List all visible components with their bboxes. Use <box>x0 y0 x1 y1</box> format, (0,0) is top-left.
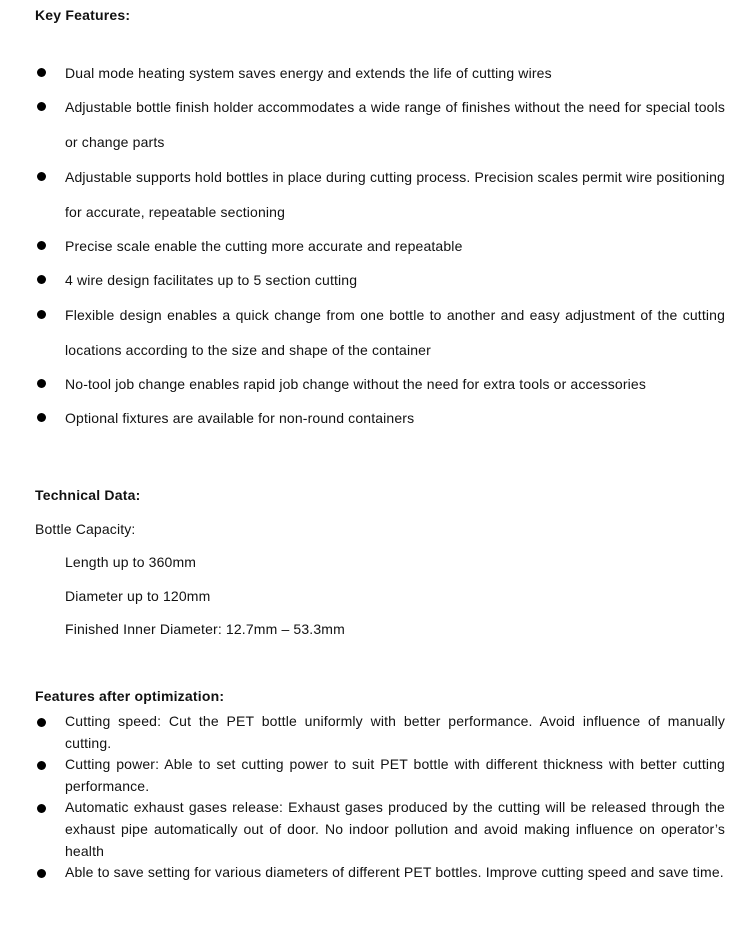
list-item-text: Able to save setting for various diameters of different PET bottles. Improve cutting speed and save time. <box>65 864 724 880</box>
list-item-text: Adjustable supports hold bottles in place during cutting process. Precision scales permit wire positioning for accurate, repeatable sectioning <box>65 169 725 220</box>
bullet-icon <box>37 761 46 770</box>
features-after-heading: Features after optimization: <box>35 688 225 704</box>
bullet-icon <box>37 102 46 111</box>
technical-data-heading: Technical Data: <box>35 487 141 503</box>
spec-inner-diameter: Finished Inner Diameter: 12.7mm – 53.3mm <box>65 621 345 637</box>
bottle-capacity-label: Bottle Capacity: <box>35 521 136 537</box>
bullet-icon <box>37 804 46 813</box>
list-item-text: No-tool job change enables rapid job change without the need for extra tools or accessories <box>65 376 646 392</box>
bullet-icon <box>37 241 46 250</box>
list-item-text: Automatic exhaust gases release: Exhaust gases produced by the cutting will be released through the exhaust pipe automatically out of door. No indoor pollution and avoid making influence on operator’s health <box>65 799 725 859</box>
bullet-icon <box>37 413 46 422</box>
list-item-text: Cutting power: Able to set cutting power to suit PET bottle with different thickness with better cutting performance. <box>65 756 725 794</box>
bullet-icon <box>37 310 46 319</box>
list-item-text: Flexible design enables a quick change from one bottle to another and easy adjustment of the cutting locations according to the size and shape of the container <box>65 307 725 358</box>
list-item-text: 4 wire design facilitates up to 5 section cutting <box>65 272 358 288</box>
bullet-icon <box>37 275 46 284</box>
list-item-text: Dual mode heating system saves energy and extends the life of cutting wires <box>65 65 552 81</box>
key-features-heading: Key Features: <box>35 7 131 23</box>
spec-diameter: Diameter up to 120mm <box>65 588 211 604</box>
bullet-icon <box>37 379 46 388</box>
list-item-text: Precise scale enable the cutting more accurate and repeatable <box>65 238 463 254</box>
list-item-text: Cutting speed: Cut the PET bottle uniformly with better performance. Avoid influence of manually cutting. <box>65 713 725 751</box>
list-item-text: Optional fixtures are available for non-round containers <box>65 410 415 426</box>
bullet-icon <box>37 68 46 77</box>
spec-length: Length up to 360mm <box>65 554 197 570</box>
bullet-icon <box>37 718 46 727</box>
list-item-text: Adjustable bottle finish holder accommodates a wide range of finishes without the need for special tools or change parts <box>65 99 725 150</box>
bullet-icon <box>37 869 46 878</box>
bullet-icon <box>37 172 46 181</box>
